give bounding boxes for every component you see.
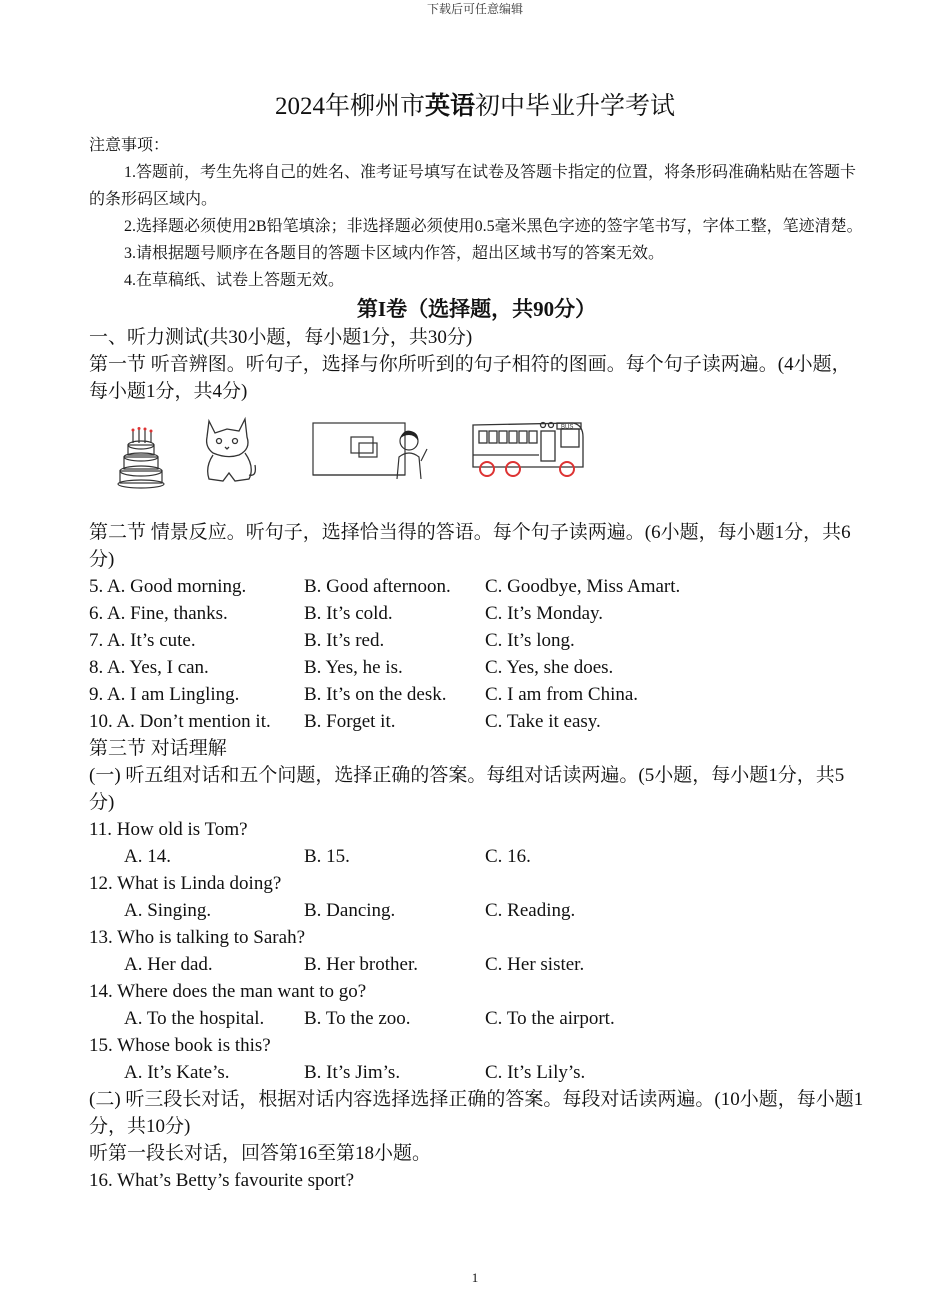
question-row [89,573,864,600]
question-row [89,708,864,735]
answer-row [89,1059,864,1086]
bus-sign-text: BUS [561,424,574,431]
birthday-cake-picture [117,427,165,489]
notice-item-3: 3.请根据题号顺序在各题目的答题卡区域内作答，超出区域书写的答案无效。 [124,245,665,262]
notice-item-1: 1.答题前，考生先将自己的姓名、准考证号填写在试卷及答题卡指定的位置，将条形码准确粘贴在答题卡的条形码区域内。 [89,164,857,208]
answer-option: A. It’s Kate’s. [124,1062,230,1083]
cat-picture [199,415,259,487]
answer-option: 9. A. I am Lingling. [89,684,240,705]
answer-option: C. I am from China. [485,684,639,705]
answer-option: C. It’s Monday. [485,603,604,624]
answer-option: B. It’s cold. [304,603,393,624]
question-row [89,681,864,708]
answer-option: C. It’s long. [485,630,575,651]
answer-option: A. Singing. [124,900,212,921]
subsection1-instructions: (一) 听五组对话和五个问题，选择正确的答案。每组对话读两遍。(5小题，每小题1分，共5分) [89,765,845,813]
answer-row [89,897,864,924]
answer-option: B. Forget it. [304,711,396,732]
answer-row [89,843,864,870]
answer-option: B. Her brother. [304,954,418,975]
teacher-blackboard-picture [311,419,429,485]
header-note: 下载后可任意编辑 [426,2,523,16]
page-number: 1 [471,1270,479,1285]
answer-option: C. Her sister. [485,954,585,975]
question-row [89,600,864,627]
section3-heading: 第三节 对话理解 [89,738,227,759]
answer-option: C. 16. [485,846,531,867]
answer-option: B. Yes, he is. [304,657,403,678]
notice-item-2: 2.选择题必须使用2B铅笔填涂；非选择题必须使用0.5毫米黑色字迹的签字笔书写，字体工整，笔迹清楚。 [124,218,863,235]
section1-instructions: 第一节 听音辨图。听句子，选择与你所听到的句子相符的图画。每个句子读两遍。(4小题，每小题1分，共4分) [89,354,851,402]
notice-item-4: 4.在草稿纸、试卷上答题无效。 [124,272,345,289]
exam-content [89,132,864,1194]
answer-option: C. To the airport. [485,1008,615,1029]
picture-row [89,405,864,515]
section2-questions [89,573,864,735]
answer-option: 5. A. Good morning. [89,576,247,597]
answer-option: A. To the hospital. [124,1008,265,1029]
bus-picture [469,417,587,483]
question-text: 15. Whose book is this? [89,1035,271,1056]
answer-option: C. Yes, she does. [485,657,614,678]
answer-option: C. Take it easy. [485,711,601,732]
answer-option: C. Reading. [485,900,576,921]
question-text: 13. Who is talking to Sarah? [89,927,306,948]
volume-title: 第I卷（选择题，共90分） [356,297,597,321]
answer-option: 10. A. Don’t mention it. [89,711,271,732]
answer-option: A. Her dad. [124,954,213,975]
answer-option: A. 14. [124,846,171,867]
section2-instructions: 第二节 情景反应。听句子，选择恰当得的答语。每个句子读两遍。(6小题，每小题1分，共6分) [89,522,851,570]
subsection1-questions [89,816,864,1086]
part1-heading: 一、听力测试(共30小题，每小题1分，共30分) [89,327,473,348]
answer-row [89,1005,864,1032]
notice-label: 注意事项： [89,137,170,154]
answer-option: 6. A. Fine, thanks. [89,603,228,624]
answer-option: C. It’s Lily’s. [485,1062,586,1083]
subsection2-instructions: (二) 听三段长对话，根据对话内容选择选择正确的答案。每段对话读两遍。(10小题，每小题1分，共10分) [89,1089,864,1137]
answer-option: B. Good afternoon. [304,576,451,597]
question-16: 16. What’s Betty’s favourite sport? [89,1170,355,1191]
dialog1-instructions: 听第一段长对话，回答第16至第18小题。 [89,1143,432,1164]
answer-option: 8. A. Yes, I can. [89,657,209,678]
answer-option: B. To the zoo. [304,1008,411,1029]
answer-option: B. 15. [304,846,350,867]
answer-option: 7. A. It’s cute. [89,630,196,651]
answer-option: B. It’s Jim’s. [304,1062,401,1083]
answer-row [89,951,864,978]
question-text: 12. What is Linda doing? [89,873,282,894]
page-title: 2024年柳州市英语初中毕业升学考试 [274,93,676,120]
answer-option: C. Goodbye, Miss Amart. [485,576,681,597]
question-text: 11. How old is Tom? [89,819,248,840]
question-text: 14. Where does the man want to go? [89,981,367,1002]
answer-option: B. It’s red. [304,630,385,651]
question-row [89,627,864,654]
answer-option: B. Dancing. [304,900,396,921]
answer-option: B. It’s on the desk. [304,684,447,705]
question-row [89,654,864,681]
